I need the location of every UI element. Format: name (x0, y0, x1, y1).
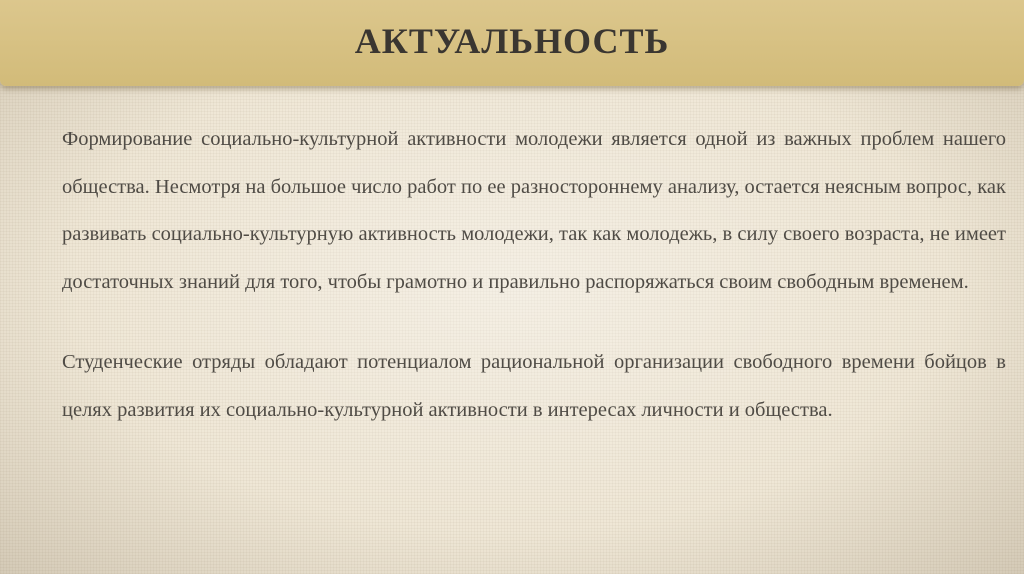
paragraph-relevance: Формирование социально-культурной активности молодежи является одной из важных проблем нашего общества. Несмотря на большое число работ по ее разностороннему анализу, остается неясным вопрос, как развивать социально-культурную активность молодежи, так как молодежь, в силу своего возраста, не имеет достаточных знаний для того, чтобы грамотно и правильно распоряжаться своим свободным временем. (62, 128, 1006, 293)
slide-title: АКТУАЛЬНОСТЬ (354, 21, 670, 61)
paragraph-student-teams: Студенческие отряды обладают потенциалом рациональной организации свободного времени бойцов в целях развития их социально-культурной активности в интересах личности и общества. (62, 351, 1006, 421)
title-bar (0, 0, 1024, 86)
slide-body (62, 116, 1006, 434)
